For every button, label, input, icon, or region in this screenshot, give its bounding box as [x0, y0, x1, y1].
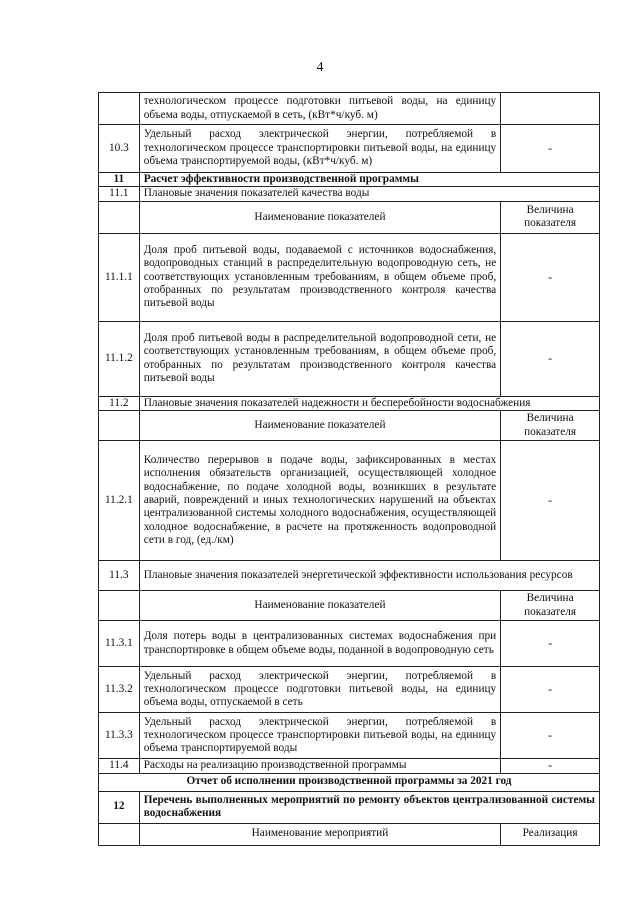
table-row	[99, 321, 600, 396]
row-number: 11.4	[99, 759, 140, 773]
row-number: 11.2.1	[99, 441, 140, 561]
table-row	[99, 93, 600, 125]
empty-cell	[99, 823, 140, 845]
row-value: -	[501, 667, 600, 713]
page-number: 4	[316, 60, 324, 75]
row-number: 11.3.1	[99, 621, 140, 667]
table-row	[99, 441, 600, 561]
row-value: -	[501, 441, 600, 561]
column-header-row	[99, 823, 600, 845]
row-number: 11.1.1	[99, 233, 140, 321]
section-title: Расчет эффективности производственной программы	[139, 173, 599, 187]
column-header-name: Наименование показателей	[139, 201, 500, 233]
row-text: Удельный расход электрической энергии, потребляемой в технологическом процессе подготовки питьевой воды, на единицу объема воды, отпускаемой в сеть	[139, 667, 500, 713]
column-header-name: Наименование показателей	[139, 411, 500, 441]
column-header-row	[99, 411, 600, 441]
column-header-value: Величина показателя	[501, 201, 600, 233]
row-text: Доля проб питьевой воды в распределительной водопроводной сети, не соответствующих установленным требованиям, в общем объеме проб, отобранных по результатам производственного контроля качества питьевой воды	[139, 321, 500, 396]
row-text: Количество перерывов в подаче воды, зафиксированных в местах исполнения обязательств организацией, осуществляющей холодное водоснабжение, по подаче холодной воды, возникших в результате аварий, повреждений и иных технологических нарушений на объектах централизованной системы холодного водоснабжения, осуществляющей холодное водоснабжение, в расчете на протяженность водопроводной сети в год, (ед./км)	[139, 441, 500, 561]
empty-cell	[99, 591, 140, 621]
row-number: 10.3	[99, 125, 140, 173]
subsection-row	[99, 187, 600, 201]
section-row	[99, 791, 600, 823]
row-number: 11.3.3	[99, 713, 140, 759]
subsection-number: 11.3	[99, 561, 140, 591]
section-title: Перечень выполненных мероприятий по ремонту объектов централизованной системы водоснабжения	[139, 791, 599, 823]
subsection-title: Плановые значения показателей качества воды	[139, 187, 599, 201]
table-row	[99, 713, 600, 759]
table-row	[99, 759, 600, 773]
subsection-row	[99, 396, 600, 410]
row-value: -	[501, 713, 600, 759]
column-header-value: Реализация	[501, 823, 600, 845]
section-row	[99, 173, 600, 187]
table-row	[99, 667, 600, 713]
row-value: -	[501, 233, 600, 321]
column-header-row	[99, 591, 600, 621]
column-header-row	[99, 201, 600, 233]
table-row	[99, 125, 600, 173]
row-text: Доля потерь воды в централизованных системах водоснабжения при транспортировке в общем объеме воды, поданной в водопроводную сеть	[139, 621, 500, 667]
report-heading: Отчет об исполнении производственной программы за 2021 год	[99, 773, 600, 791]
subsection-number: 11.2	[99, 396, 140, 410]
subsection-title: Плановые значения показателей энергетической эффективности использования ресурсов	[139, 561, 599, 591]
row-value: -	[501, 621, 600, 667]
column-header-name: Наименование показателей	[139, 591, 500, 621]
section-number: 11	[99, 173, 140, 187]
column-header-value: Величина показателя	[501, 411, 600, 441]
row-value: -	[501, 321, 600, 396]
table-row	[99, 233, 600, 321]
row-number: 11.1.2	[99, 321, 140, 396]
column-header-name: Наименование мероприятий	[139, 823, 500, 845]
row-text: технологическом процессе подготовки питьевой воды, на единицу объема воды, отпускаемой в сеть, (кВт*ч/куб. м)	[139, 93, 500, 125]
subsection-number: 11.1	[99, 187, 140, 201]
row-number	[99, 93, 140, 125]
row-text: Удельный расход электрической энергии, потребляемой в технологическом процессе транспортировки питьевой воды, на единицу объема транспортируемой воды, (кВт*ч/куб. м)	[139, 125, 500, 173]
subsection-row	[99, 561, 600, 591]
column-header-value: Величина показателя	[501, 591, 600, 621]
row-number: 11.3.2	[99, 667, 140, 713]
row-value: -	[501, 125, 600, 173]
table-row	[99, 621, 600, 667]
section-number: 12	[99, 791, 140, 823]
row-value: -	[501, 759, 600, 773]
row-text: Расходы на реализацию производственной программы	[139, 759, 500, 773]
report-heading-row	[99, 773, 600, 791]
empty-cell	[99, 411, 140, 441]
subsection-title: Плановые значения показателей надежности и бесперебойности водоснабжения	[139, 396, 599, 410]
row-text: Доля проб питьевой воды, подаваемой с источников водоснабжения, водопроводных станций в распределительную водопроводную сеть, не соответствующих установленным требованиям, в общем объеме проб, отобранных по результатам производственного контроля качества питьевой воды	[139, 233, 500, 321]
empty-cell	[99, 201, 140, 233]
document-table	[98, 92, 600, 846]
row-value	[501, 93, 600, 125]
row-text: Удельный расход электрической энергии, потребляемой в технологическом процессе транспортировки питьевой воды, на единицу объема транспортируемой воды	[139, 713, 500, 759]
